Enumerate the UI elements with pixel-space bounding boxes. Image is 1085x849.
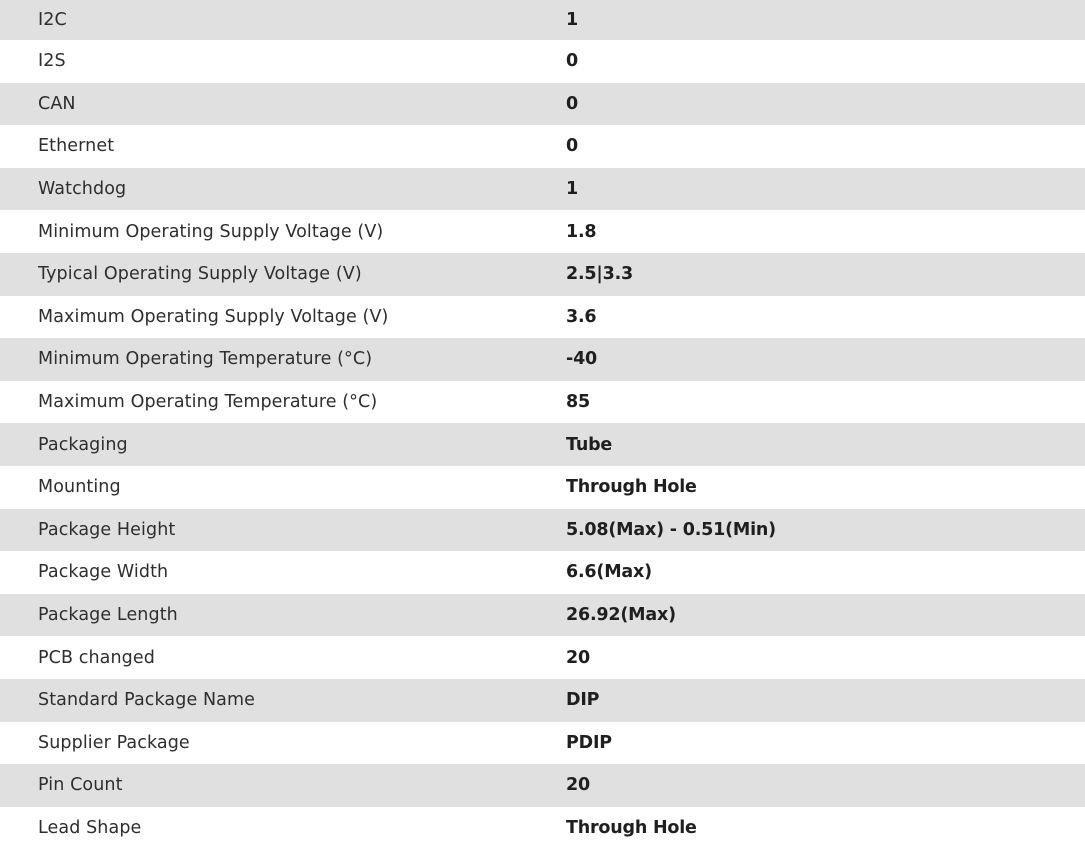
spec-row-standard-package-name (0, 679, 1085, 722)
spec-label: Package Width (38, 562, 169, 583)
spec-value: 1.8 (566, 221, 597, 242)
spec-label: Ethernet (38, 136, 115, 157)
spec-value: 2.5|3.3 (566, 264, 633, 285)
spec-value: 1 (566, 179, 578, 200)
spec-label: Watchdog (38, 179, 127, 200)
spec-row-max-temperature (0, 381, 1085, 424)
spec-row-min-temperature (0, 338, 1085, 381)
spec-value: 20 (566, 775, 590, 796)
spec-row-typ-supply-voltage (0, 253, 1085, 296)
spec-value: Tube (566, 434, 613, 455)
spec-label: Standard Package Name (38, 690, 256, 711)
spec-label: Packaging (38, 434, 128, 455)
spec-row-pcb-changed (0, 636, 1085, 679)
spec-label: Pin Count (38, 775, 123, 796)
spec-label: Maximum Operating Supply Voltage (V) (38, 306, 389, 327)
spec-row-pin-count (0, 764, 1085, 807)
spec-row-watchdog (0, 168, 1085, 211)
spec-row-i2c (0, 0, 1085, 40)
spec-value: 0 (566, 136, 578, 157)
spec-value: PDIP (566, 732, 612, 753)
spec-value: 6.6(Max) (566, 562, 652, 583)
spec-label: Typical Operating Supply Voltage (V) (38, 264, 362, 285)
spec-label: PCB changed (38, 647, 155, 668)
spec-label: Supplier Package (38, 732, 190, 753)
spec-value: 3.6 (566, 306, 597, 327)
spec-row-supplier-package (0, 722, 1085, 765)
spec-label: CAN (38, 93, 76, 114)
spec-value: -40 (566, 349, 598, 370)
spec-value: 85 (566, 392, 590, 413)
spec-value: 26.92(Max) (566, 605, 676, 626)
spec-label: Lead Shape (38, 817, 142, 838)
spec-row-package-height (0, 509, 1085, 552)
spec-label: Mounting (38, 477, 121, 498)
spec-label: I2C (38, 10, 67, 30)
spec-row-ethernet (0, 125, 1085, 168)
spec-row-can (0, 83, 1085, 126)
spec-label: Minimum Operating Supply Voltage (V) (38, 221, 384, 242)
spec-value: 0 (566, 93, 578, 114)
spec-label: Package Length (38, 605, 178, 626)
spec-value: 1 (566, 10, 578, 30)
spec-label: Package Height (38, 519, 176, 540)
spec-row-package-length (0, 594, 1085, 637)
spec-row-package-width (0, 551, 1085, 594)
spec-label: Minimum Operating Temperature (°C) (38, 349, 373, 370)
spec-row-max-supply-voltage (0, 296, 1085, 339)
spec-row-min-supply-voltage (0, 210, 1085, 253)
spec-value: 5.08(Max) - 0.51(Min) (566, 519, 776, 540)
spec-row-mounting (0, 466, 1085, 509)
spec-value: 0 (566, 51, 578, 72)
spec-value: 20 (566, 647, 590, 668)
spec-label: Maximum Operating Temperature (°C) (38, 392, 378, 413)
spec-value: DIP (566, 690, 600, 711)
spec-label: I2S (38, 51, 66, 72)
spec-value: Through Hole (566, 477, 697, 498)
spec-row-packaging (0, 423, 1085, 466)
spec-value: Through Hole (566, 817, 697, 838)
spec-row-i2s (0, 40, 1085, 83)
spec-row-lead-shape (0, 807, 1085, 849)
